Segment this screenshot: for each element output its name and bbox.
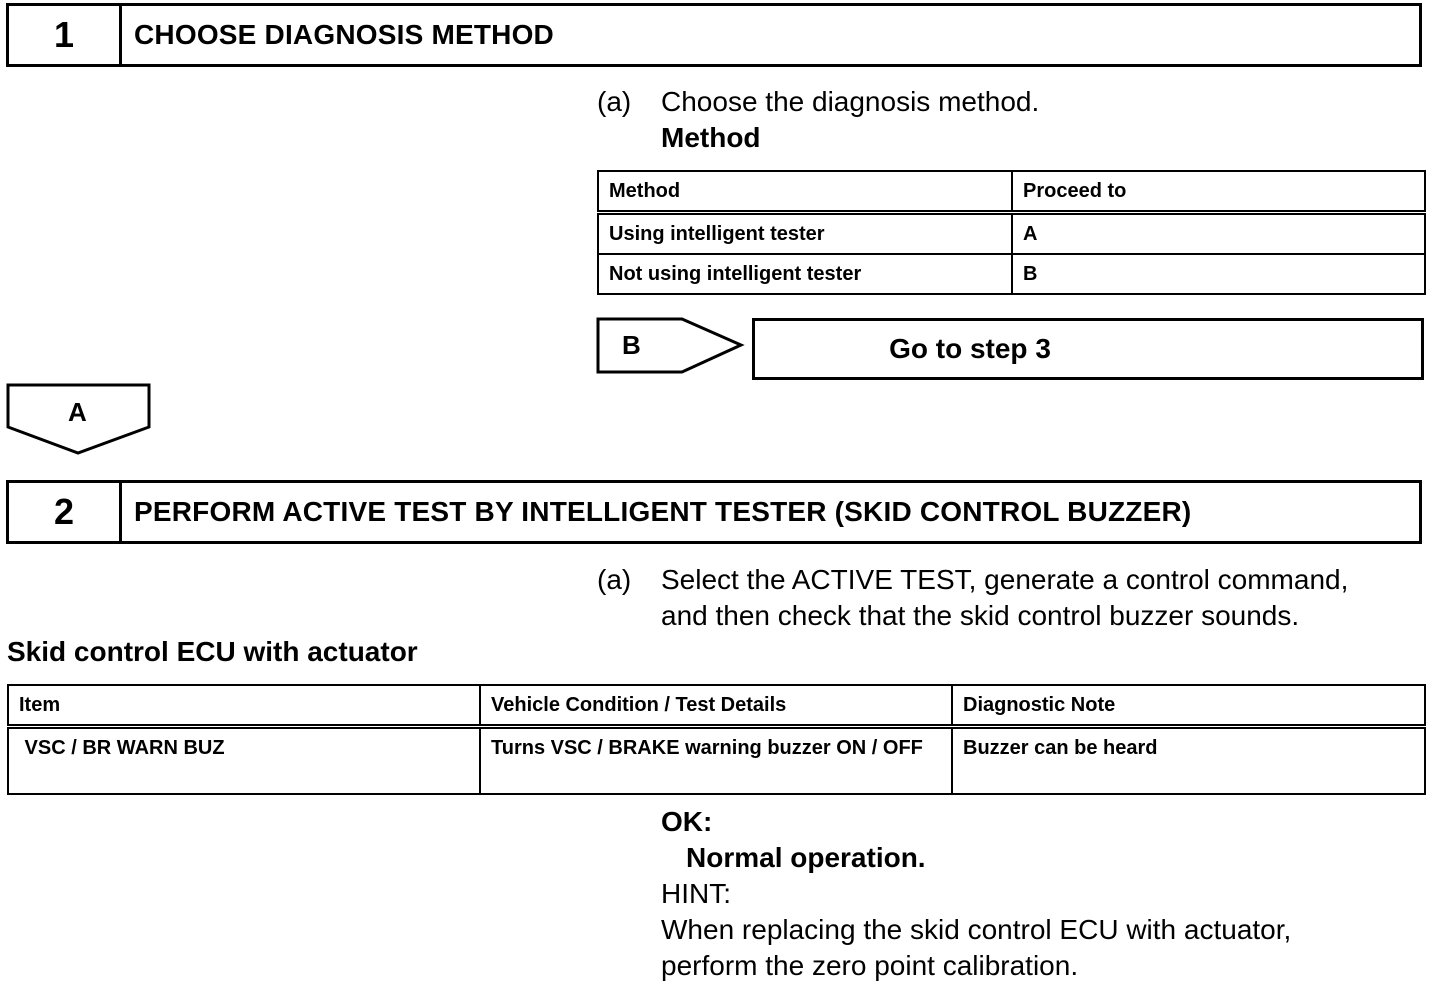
active-test-table <box>7 684 1426 795</box>
hint-text-line-2: perform the zero point calibration. <box>661 950 1079 981</box>
go-to-step-3-text: Go to step 3 <box>889 333 1051 364</box>
step-2-item-marker: (a) <box>597 564 632 595</box>
step-2-item-text-line-1: Select the ACTIVE TEST, generate a control command, <box>661 564 1349 595</box>
method-table-cell: Using intelligent tester <box>598 213 1012 255</box>
branch-b-label: B <box>622 330 641 360</box>
active-test-cell-note: Buzzer can be heard <box>952 727 1425 795</box>
step-2-title: PERFORM ACTIVE TEST BY INTELLIGENT TESTER (SKID CONTROL BUZZER) <box>134 496 1192 527</box>
step-1-number: 1 <box>9 6 122 64</box>
method-table-cell: B <box>1012 254 1425 294</box>
section-title: Skid control ECU with actuator <box>7 636 418 667</box>
table-row <box>8 727 1425 795</box>
active-test-table-header-row <box>8 685 1425 727</box>
step-2-header <box>6 480 1422 544</box>
ok-label: OK: <box>661 806 713 837</box>
step-1-item-marker: (a) <box>597 86 632 117</box>
go-to-step-3-box <box>752 318 1424 380</box>
active-test-header-item: Item <box>8 685 480 727</box>
ok-text: Normal operation. <box>686 842 926 873</box>
method-table-cell: Not using intelligent tester <box>598 254 1012 294</box>
hint-label: HINT: <box>661 878 731 909</box>
method-table-header-proceed: Proceed to <box>1012 171 1425 213</box>
step-1-header <box>6 3 1422 67</box>
method-table-cell: A <box>1012 213 1425 255</box>
step-2-number: 2 <box>9 483 122 541</box>
active-test-header-note: Diagnostic Note <box>952 685 1425 727</box>
branch-b-arrow-icon <box>596 317 746 375</box>
method-table-caption: Method <box>661 122 761 153</box>
active-test-cell-condition: Turns VSC / BRAKE warning buzzer ON / OFF <box>480 727 952 795</box>
active-test-header-condition: Vehicle Condition / Test Details <box>480 685 952 727</box>
branch-a-label: A <box>68 397 87 427</box>
table-row <box>598 213 1425 255</box>
step-1-item-text: Choose the diagnosis method. <box>661 86 1040 117</box>
hint-text-line-1: When replacing the skid control ECU with actuator, <box>661 914 1292 945</box>
method-table <box>597 170 1426 295</box>
step-1-title: CHOOSE DIAGNOSIS METHOD <box>134 19 554 50</box>
method-table-header-row <box>598 171 1425 213</box>
active-test-cell-item: VSC / BR WARN BUZ <box>8 727 480 795</box>
step-2-item-text-line-2: and then check that the skid control buzzer sounds. <box>661 600 1300 631</box>
table-row <box>598 254 1425 294</box>
method-table-header-method: Method <box>598 171 1012 213</box>
